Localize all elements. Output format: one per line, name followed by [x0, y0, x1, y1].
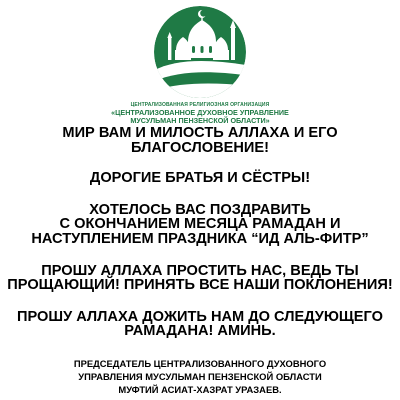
- greeting-line: МИР ВАМ И МИЛОСТЬ АЛЛАХА И ЕГО: [62, 125, 338, 141]
- organization-name-line1: «ЦЕНТРАЛИЗОВАННОЕ ДУХОВНОЕ УПРАВЛЕНИЕ: [111, 108, 289, 117]
- congrats-line: С ОКОНЧАНИЕМ МЕСЯЦА РАМАДАН И: [59, 216, 341, 233]
- organization-name-block: [0, 101, 400, 125]
- signature-line: ПРЕДСЕДАТЕЛЬ ЦЕНТРАЛИЗОВАННОГО ДУХОВНОГО: [73, 358, 327, 369]
- wish-line: ПРОШУ АЛЛАХА ДОЖИТЬ НАМ ДО СЛЕДУЮЩЕГО: [17, 308, 383, 325]
- greeting-message: [0, 126, 400, 339]
- congrats-line: НАСТУПЛЕНИЕМ ПРАЗДНИКА “ИД АЛЬ-ФИТР”: [31, 230, 369, 247]
- organization-name-line2: МУСУЛЬМАН ПЕНЗЕНСКОЙ ОБЛАСТИ»: [130, 116, 270, 125]
- address-line: ДОРОГИЕ БРАТЬЯ И СЁСТРЫ!: [89, 170, 311, 187]
- organization-logo: [0, 4, 400, 100]
- signature-line: МУФТИЙ АСИАТ-ХАЗРАТ УРАЗАЕВ.: [118, 384, 282, 395]
- signature-block: [0, 357, 400, 396]
- prayer-line: ПРОЩАЮЩИЙ! ПРИНЯТЬ ВСЕ НАШИ ПОКЛОНЕНИЯ!: [7, 277, 393, 294]
- greeting-line: БЛАГОСЛОВЕНИЕ!: [131, 139, 269, 156]
- wish-line: РАМАДАНА! АМИНЬ.: [124, 323, 276, 340]
- prayer-line: ПРОШУ АЛЛАХА ПРОСТИТЬ НАС, ВЕДЬ ТЫ: [41, 262, 359, 279]
- signature-line: УПРАВЛЕНИЯ МУСУЛЬМАН ПЕНЗЕНСКОЙ ОБЛАСТИ: [78, 371, 322, 382]
- organization-type: ЦЕНТРАЛИЗОВАННАЯ РЕЛИГИОЗНАЯ ОРГАНИЗАЦИЯ: [130, 102, 270, 108]
- congrats-line: ХОТЕЛОСЬ ВАС ПОЗДРАВИТЬ: [89, 201, 311, 218]
- mosque-crescent-logo-icon: [150, 4, 250, 100]
